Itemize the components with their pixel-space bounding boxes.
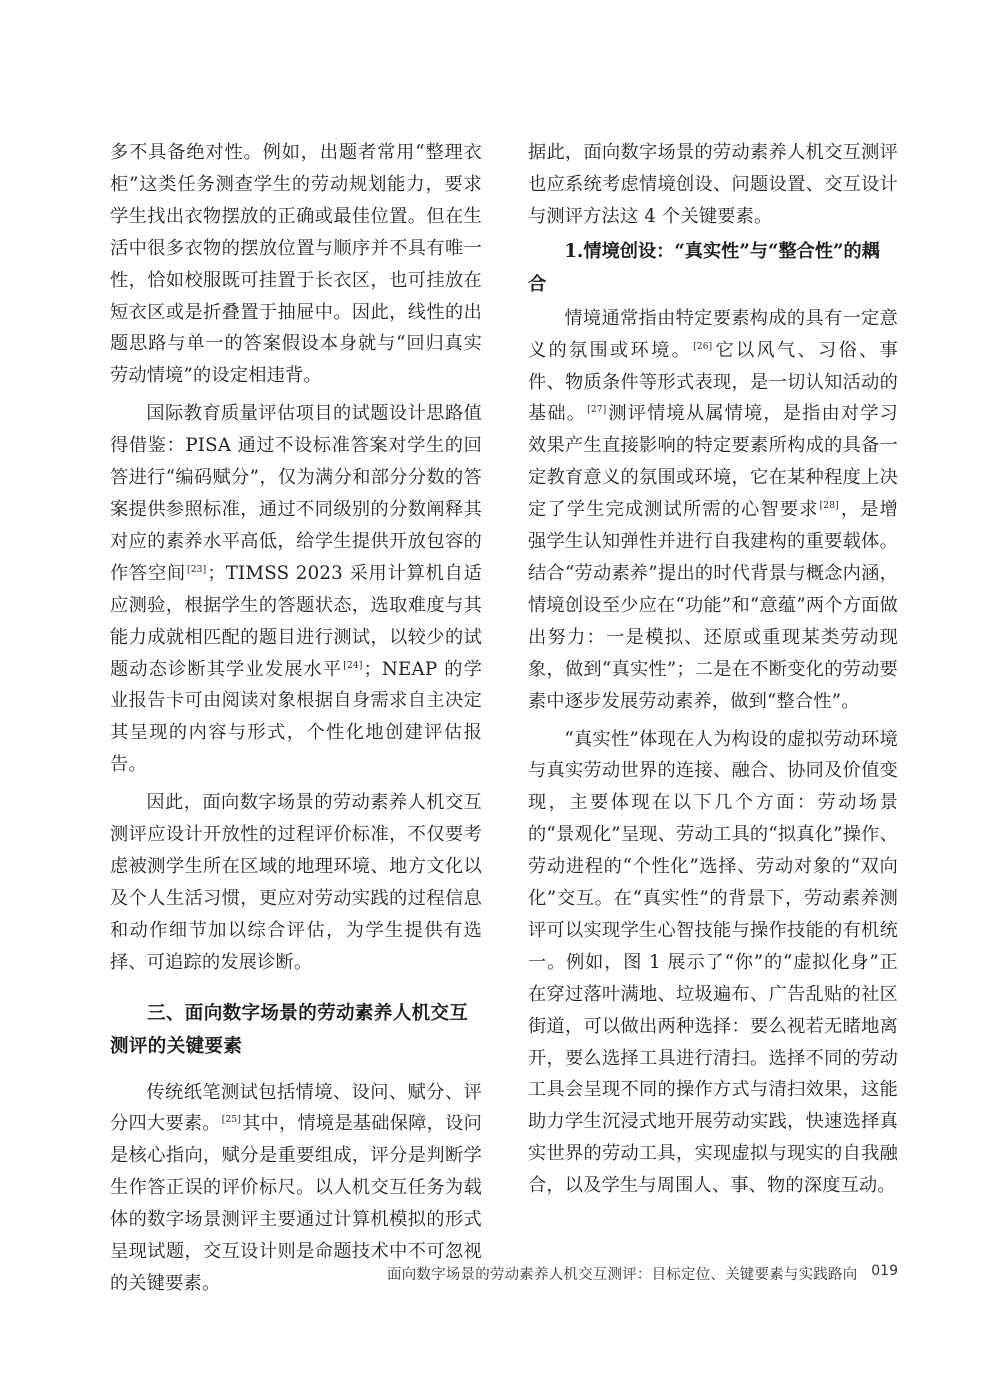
text-run: ；TIMSS 2023 采用计算机自适应测验，根据学生的答题状态，选取难度与其能力成就相匹配的题目进行测试，以较少的试题动态诊断其学业发展水平 xyxy=(110,562,482,680)
text-run: 测评情境从属情境，是指由对学习效果产生直接影响的特定要素所构成的具备一定教育意义的氛围或环境，它在某种程度上决定了学生完成测试所需的心智要求 xyxy=(528,403,898,521)
citation-ref: [23] xyxy=(187,564,207,575)
paragraph xyxy=(110,398,482,781)
paragraph xyxy=(528,303,898,718)
paragraph: 据此，面向数字场景的劳动素养人机交互测评也应系统考虑情境创设、问题设置、交互设计与测评方法这 4 个关键要素。 xyxy=(528,142,898,227)
citation-ref: [26] xyxy=(693,341,713,352)
left-column xyxy=(110,137,482,1300)
paragraph: “真实性”体现在人为构设的虚拟劳动环境与真实劳动世界的连接、融合、协同及价值变现，主要体现在以下几个方面：劳动场景的“景观化”呈现、劳动工具的“拟真化”操作、劳动进程的“个性化”选择、劳动对象的“双向化”交互。在“真实性”的背景下，劳动素养测评可以实现学生心智技能与操作技能的有机统一。例如，图 1 展示了“你”的“虚拟化身”正在穿过落叶满地、垃圾遍布、广告乱贴的社区街道，可以做出两种选择：要么视若无睹地离开，要么选择工具进行清扫。选择不同的劳动工具会呈现不同的操作方式与清扫效果，这能助力学生沉浸式地开展劳动实践，快速选择真实世界的劳动工具，实现虚拟与现实的自我融合，以及学生与周围人、事、物的深度互动。 xyxy=(528,728,898,1197)
paragraph: 因此，面向数字场景的劳动素养人机交互测评应设计开放性的过程评价标准，不仅要考虑被测学生所在区域的地理环境、地方文化以及个人生活习惯，更应对劳动实践的过程信息和动作细节加以综合评估，为学生提供有选择、可追踪的发展诊断。 xyxy=(110,792,482,973)
running-title: 面向数字场景的劳动素养人机交互测评：目标定位、关键要素与实践路向 xyxy=(387,1267,858,1283)
citation-ref: [24] xyxy=(343,660,363,671)
subsection-heading: 1.情境创设：“真实性”与“整合性”的耦合 xyxy=(528,240,880,295)
text-run: 其中，情境是基础保障，设问是核心指向，赋分是重要组成，评分是判断学生作答正误的评价标尺。以人机交互任务为载体的数字场景测评主要通过计算机模拟的形式呈现试题，交互设计则是命题技术中不可忽视的关键要素。 xyxy=(110,1113,482,1294)
text-run: 国际教育质量评估项目的试题设计思路值得借鉴：PISA 通过不设标准答案对学生的回答进行“编码赋分”，仅为满分和部分分数的答案提供参照标准，通过不同级别的分数阐释其对应的素养水平高低，给学生提供开放包容的作答空间 xyxy=(110,403,482,584)
text-run: 情境通常指由特定要素构成的具有一定意义的氛围或环境。 xyxy=(528,307,898,361)
right-column xyxy=(528,137,898,1202)
text-run: 它以风气、习俗、事件、物质条件等形式表现，是一切认知活动的基础。 xyxy=(528,339,898,425)
citation-ref: [27] xyxy=(587,405,607,416)
page-number: 019 xyxy=(871,1263,898,1279)
section-heading: 三、面向数字场景的劳动素养人机交互测评的关键要素 xyxy=(110,1002,469,1057)
citation-ref: [25] xyxy=(221,1115,242,1126)
paragraph: 多不具备绝对性。例如，出题者常用“整理衣柜”这类任务测查学生的劳动规划能力，要求学生找出衣物摆放的正确或最佳位置。但在生活中很多衣物的摆放位置与顺序并不具有唯一性，恰如校服既可挂置于长衣区，也可挂放在短衣区或是折叠置于抽屉中。因此，线性的出题思路与单一的答案假设本身就与“回归真实劳动情境”的设定相违背。 xyxy=(110,142,482,387)
text-run: ，是增强学生认知弹性并进行自我建构的重要载体。结合“劳动素养”提出的时代背景与概念内涵，情境创设至少应在“功能”和“意蕴”两个方面做出努力：一是模拟、还原或重现某类劳动现象，做到“真实性”；二是在不断变化的劳动要素中逐步发展劳动素养，做到“整合性”。 xyxy=(528,499,898,712)
citation-ref: [28] xyxy=(819,501,839,512)
text-run: ；NEAP 的学业报告卡可由阅读对象根据自身需求自主决定其呈现的内容与形式，个性化地创建评估报告。 xyxy=(110,658,482,776)
text-run: 传统纸笔测试包括情境、设问、赋分、评分四大要素。 xyxy=(110,1081,482,1135)
